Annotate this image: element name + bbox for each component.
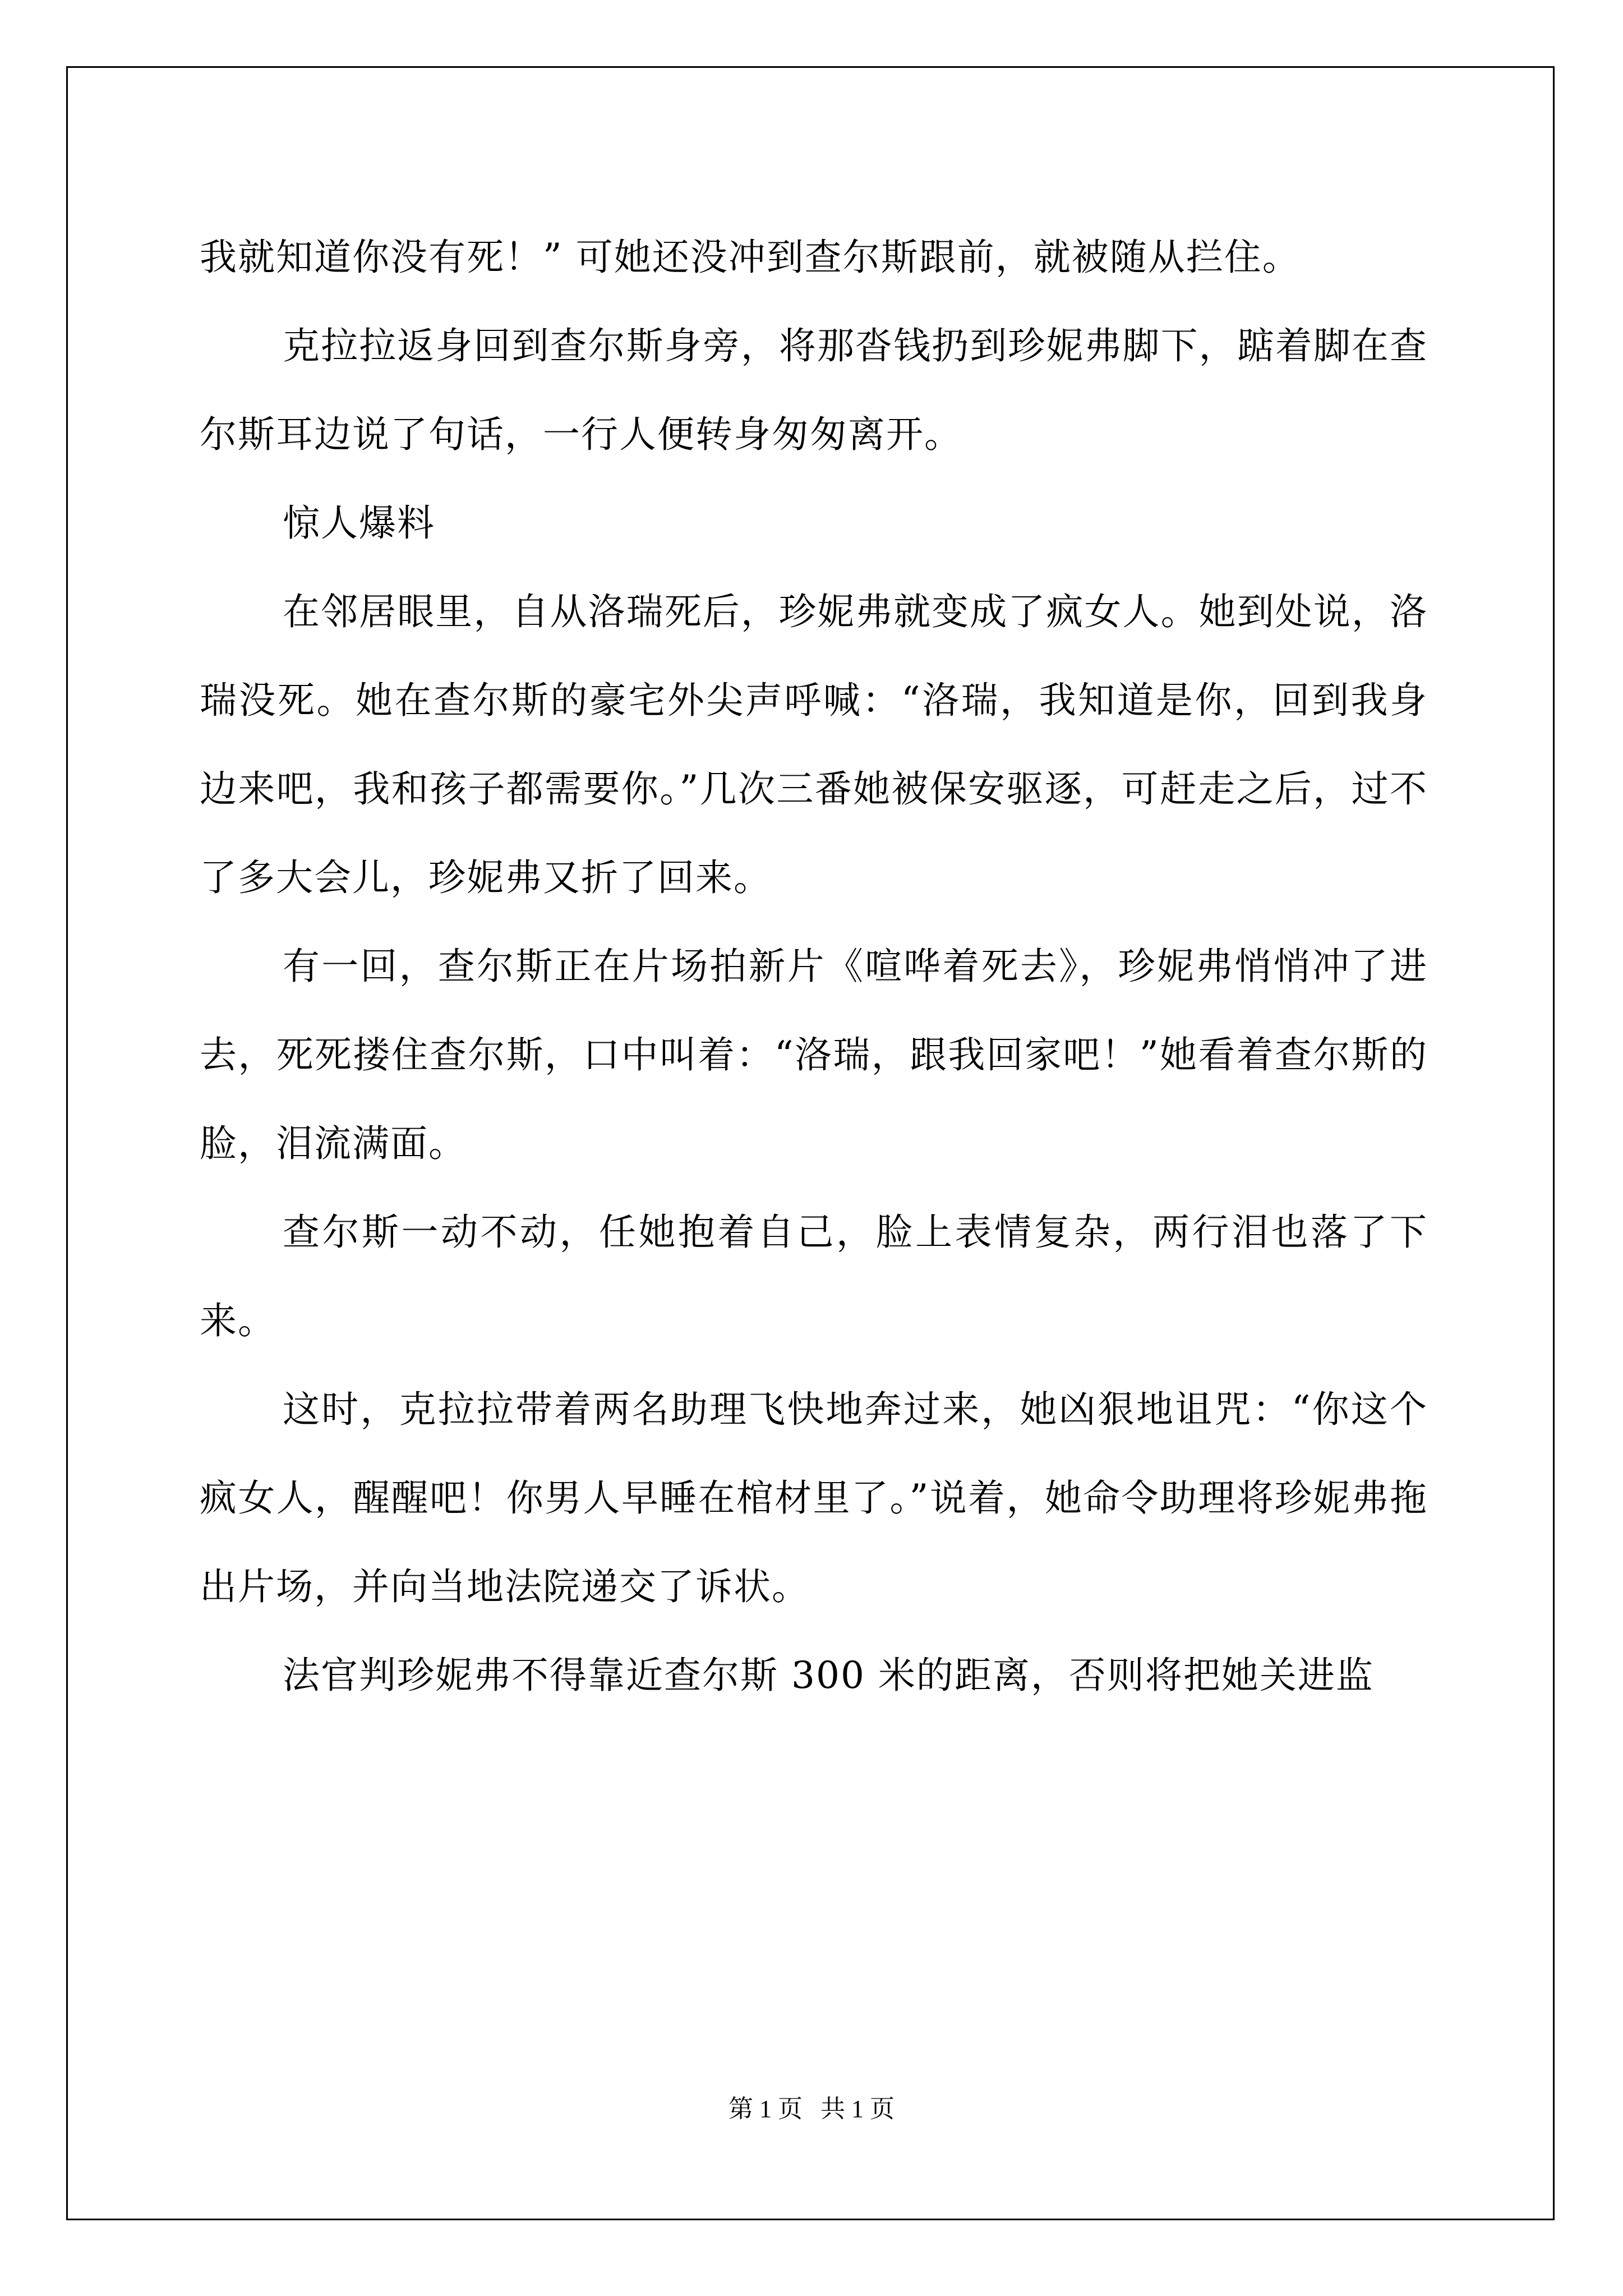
- paragraph-7: 这时，克拉拉带着两名助理飞快地奔过来，她凶狠地诅咒：“你这个疯女人，醒醒吧！你男人早睡在棺材里了。”说着，她命令助理将珍妮弗拖出片场，并向当地法院递交了诉状。: [200, 1388, 1428, 1608]
- document-body: [200, 213, 1428, 1720]
- paragraph-1: 我就知道你没有死！” 可她还没冲到查尔斯跟前，就被随从拦住。: [200, 236, 1301, 279]
- page-number-total: 共 1 页: [820, 2095, 895, 2123]
- page-number-current: 第 1 页: [728, 2095, 803, 2123]
- page-footer: [0, 2092, 1623, 2126]
- paragraph-2: 克拉拉返身回到查尔斯身旁，将那沓钱扔到珍妮弗脚下，踮着脚在查尔斯耳边说了句话，一行人便转身匆匆离开。: [200, 324, 1428, 456]
- paragraph-5: 有一回，查尔斯正在片场拍新片《喧哗着死去》，珍妮弗悄悄冲了进去，死死搂住查尔斯，口中叫着：“洛瑞，跟我回家吧！”她看着查尔斯的脸，泪流满面。: [200, 945, 1428, 1165]
- paragraph-4: 在邻居眼里，自从洛瑞死后，珍妮弗就变成了疯女人。她到处说，洛瑞没死。她在查尔斯的豪宅外尖声呼喊：“洛瑞，我知道是你，回到我身边来吧，我和孩子都需要你。”几次三番她被保安驱逐，可赶走之后，过不了多大会儿，珍妮弗又折了回来。: [200, 590, 1428, 899]
- section-heading: 惊人爆料: [283, 501, 435, 545]
- paragraph-8: 法官判珍妮弗不得靠近查尔斯 300 米的距离，否则将把她关进监: [283, 1654, 1374, 1697]
- paragraph-6: 查尔斯一动不动，任她抱着自己，脸上表情复杂，两行泪也落了下来。: [200, 1211, 1428, 1342]
